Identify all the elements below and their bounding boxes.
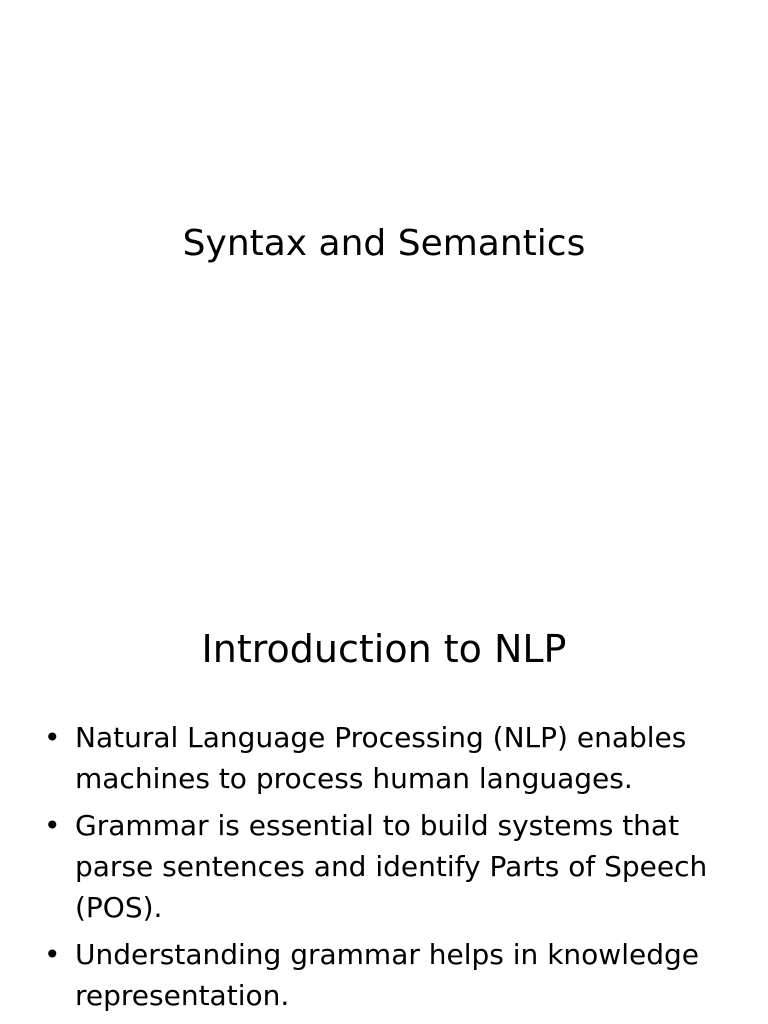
bullet-item (40, 717, 730, 799)
bullet-item (40, 934, 730, 1016)
slide-heading: Introduction to NLP (201, 627, 567, 671)
bullet-item (40, 805, 730, 928)
bullet-text: Grammar is essential to build systems that parse sentences and identify Parts of Speech (POS). (75, 809, 708, 924)
bullet-icon: • (44, 721, 61, 754)
slide-title: Syntax and Semantics (182, 223, 586, 264)
bullet-text: Understanding grammar helps in knowledge representation. (75, 938, 699, 1012)
bullet-text: Natural Language Processing (NLP) enables machines to process human languages. (75, 721, 687, 795)
slide-introduction (0, 512, 768, 1024)
bullet-icon: • (44, 938, 61, 971)
bullet-list (40, 717, 730, 1022)
bullet-icon: • (44, 809, 61, 842)
